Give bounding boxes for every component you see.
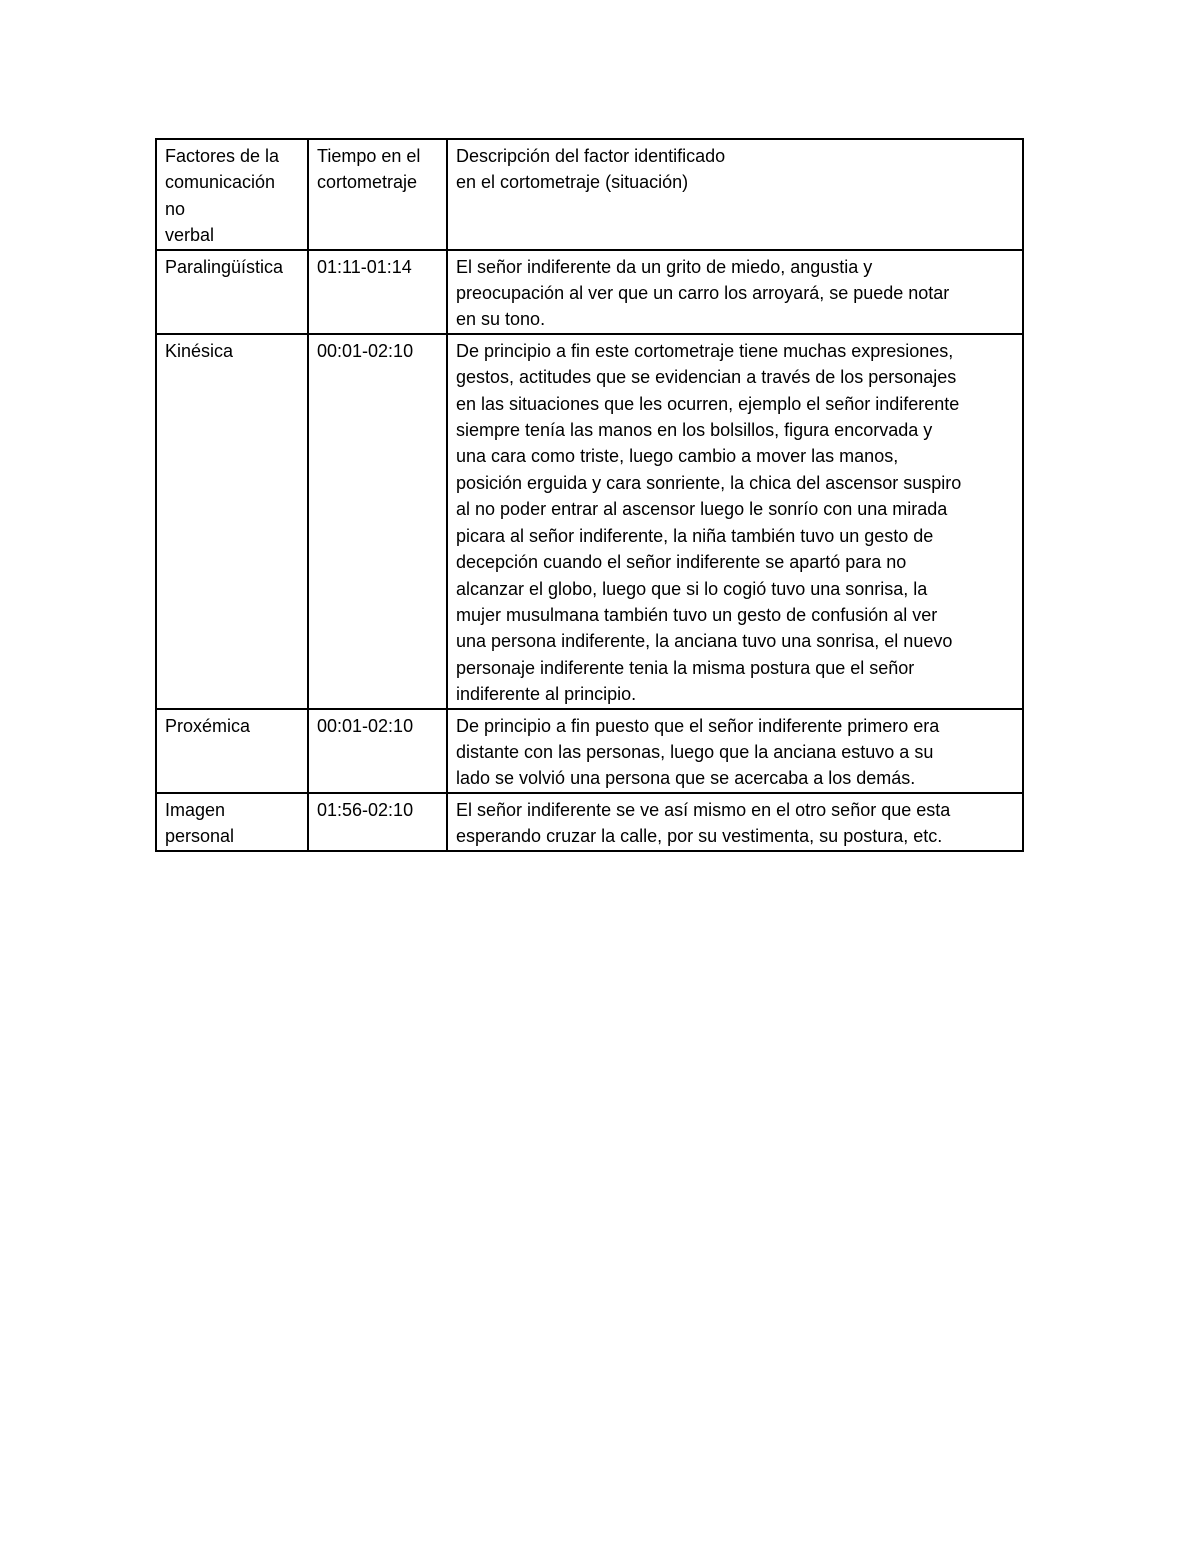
time-cell: 01:56-02:10 [308,793,447,851]
factor-cell: Paralingüística [156,250,308,334]
table-row [156,250,1023,334]
time-cell: 00:01-02:10 [308,709,447,793]
description-cell: De principio a fin puesto que el señor indiferente primero era distante con las personas, luego que la anciana estuvo a su lado se volvió una persona que se acercaba a los demás. [447,709,1023,793]
table-row [156,709,1023,793]
time-cell: 00:01-02:10 [308,334,447,709]
factor-cell: Kinésica [156,334,308,709]
header-description-cell: Descripción del factor identificado en el cortometraje (situación) [447,139,1023,250]
header-time-cell: Tiempo en el cortometraje [308,139,447,250]
header-factor-cell: Factores de la comunicación no verbal [156,139,308,250]
factor-cell: Proxémica [156,709,308,793]
description-cell: El señor indiferente se ve así mismo en el otro señor que esta esperando cruzar la calle, por su vestimenta, su postura, etc. [447,793,1023,851]
table-row [156,334,1023,709]
nonverbal-communication-table [155,138,1024,852]
table-row [156,793,1023,851]
time-cell: 01:11-01:14 [308,250,447,334]
table-header-row [156,139,1023,250]
factor-cell: Imagen personal [156,793,308,851]
description-cell: El señor indiferente da un grito de miedo, angustia y preocupación al ver que un carro los arroyará, se puede notar en su tono. [447,250,1023,334]
description-cell: De principio a fin este cortometraje tiene muchas expresiones, gestos, actitudes que se evidencian a través de los personajes en las situaciones que les ocurren, ejemplo el señor indiferente siempre tenía las manos en los bolsillos, figura encorvada y una cara como triste, luego cambio a mover las manos, posición erguida y cara sonriente, la chica del ascensor suspiro al no poder entrar al ascensor luego le sonrío con una mirada picara al señor indiferente, la niña también tuvo un gesto de decepción cuando el señor indiferente se apartó para no alcanzar el globo, luego que si lo cogió tuvo una sonrisa, la mujer musulmana también tuvo un gesto de confusión al ver una persona indiferente, la anciana tuvo una sonrisa, el nuevo personaje indiferente tenia la misma postura que el señor indiferente al principio. [447,334,1023,709]
